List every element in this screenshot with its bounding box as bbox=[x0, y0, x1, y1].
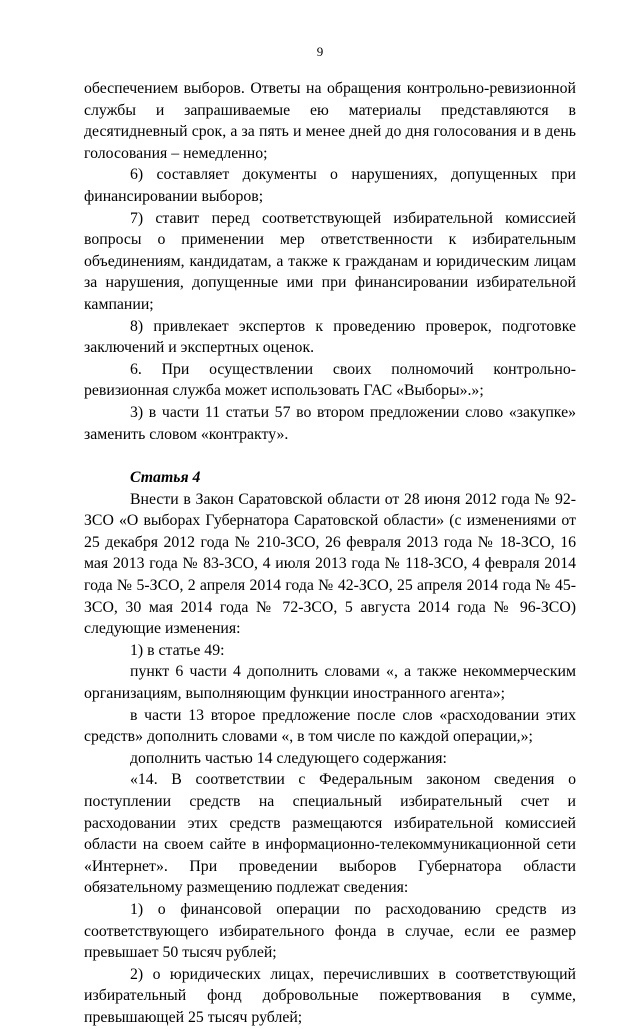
document-body bbox=[84, 78, 576, 1029]
paragraph: 1) в статье 49: bbox=[130, 641, 225, 659]
paragraph: пункт 6 части 4 дополнить словами «, а также некоммерческим организациям, выполняющим функции иностранного агента»; bbox=[84, 663, 576, 703]
paragraph: 8) привлекает экспертов к проведению проверок, подготовке заключений и экспертных оценок. bbox=[84, 317, 576, 357]
paragraph: 3) в части 11 статьи 57 во втором предложении слово «закупке» заменить словом «контракту». bbox=[84, 403, 576, 443]
paragraph: в части 13 второе предложение после слов «расходовании этих средств» дополнить словами «, в том числе по каждой операции,»; bbox=[84, 706, 576, 746]
paragraph: 6) составляет документы о нарушениях, допущенных при финансировании выборов; bbox=[84, 166, 576, 205]
paragraph: 7) ставит перед соответствующей избирательной комиссией вопросы о применении мер ответственности к избирательным объединениям, кандидатам, а также к гражданам и юридическим лицам за нарушения, допущенные ими при финансировании избирательной кампании; bbox=[84, 209, 576, 313]
paragraph: 2) о юридических лицах, перечисливших в соответствующий избирательный фонд добровольные пожертвования в сумме, превышающей 25 тысяч рублей; bbox=[84, 965, 576, 1026]
article-heading: Статья 4 bbox=[130, 469, 201, 487]
paragraph: 1) о финансовой операции по расходованию средств из соответствующего избирательного фонда в случае, если ее размер превышает 50 тысяч рублей; bbox=[84, 900, 576, 962]
paragraph: Внести в Закон Саратовской области от 28 июня 2012 года № 92-ЗСО «О выборах Губернатора Саратовской области» (с изменениями от 25 декабря 2012 года № 210-ЗСО, 26 февраля 2013 года № 18-ЗСО, 16 мая 2013 года № 83-ЗСО, 4 июля 2013 года № 118-ЗСО, 4 февраля 2014 года № 5-ЗСО, 2 апреля 2014 года № 42-ЗСО, 25 апреля 2014 года № 45-ЗСО, 30 мая 2014 года № 72-ЗСО, 5 августа 2014 года № 96-ЗСО) следующие изменения: bbox=[84, 490, 576, 638]
paragraph: обеспечением выборов. Ответы на обращения контрольно-ревизионной службы и запрашиваемые ею материалы представляются в десятидневный срок, а за пять и менее дней до дня голосования и в день голосования – немедленно; bbox=[84, 80, 576, 162]
paragraph: 6. При осуществлении своих полномочий контрольно-ревизионная служба может использовать ГАС «Выборы».»; bbox=[84, 360, 576, 400]
paragraph: «14. В соответствии с Федеральным законом сведения о поступлении средств на специальный избирательный счет и расходовании этих средств размещаются избирательной комиссией области на своем сайте в информационно-телекоммуникационной сети «Интернет». При проведении выборов Губернатора области обязательному размещению подлежат сведения: bbox=[84, 771, 576, 897]
paragraph: дополнить частью 14 следующего содержания: bbox=[130, 749, 447, 767]
page-number: 9 bbox=[316, 44, 324, 59]
